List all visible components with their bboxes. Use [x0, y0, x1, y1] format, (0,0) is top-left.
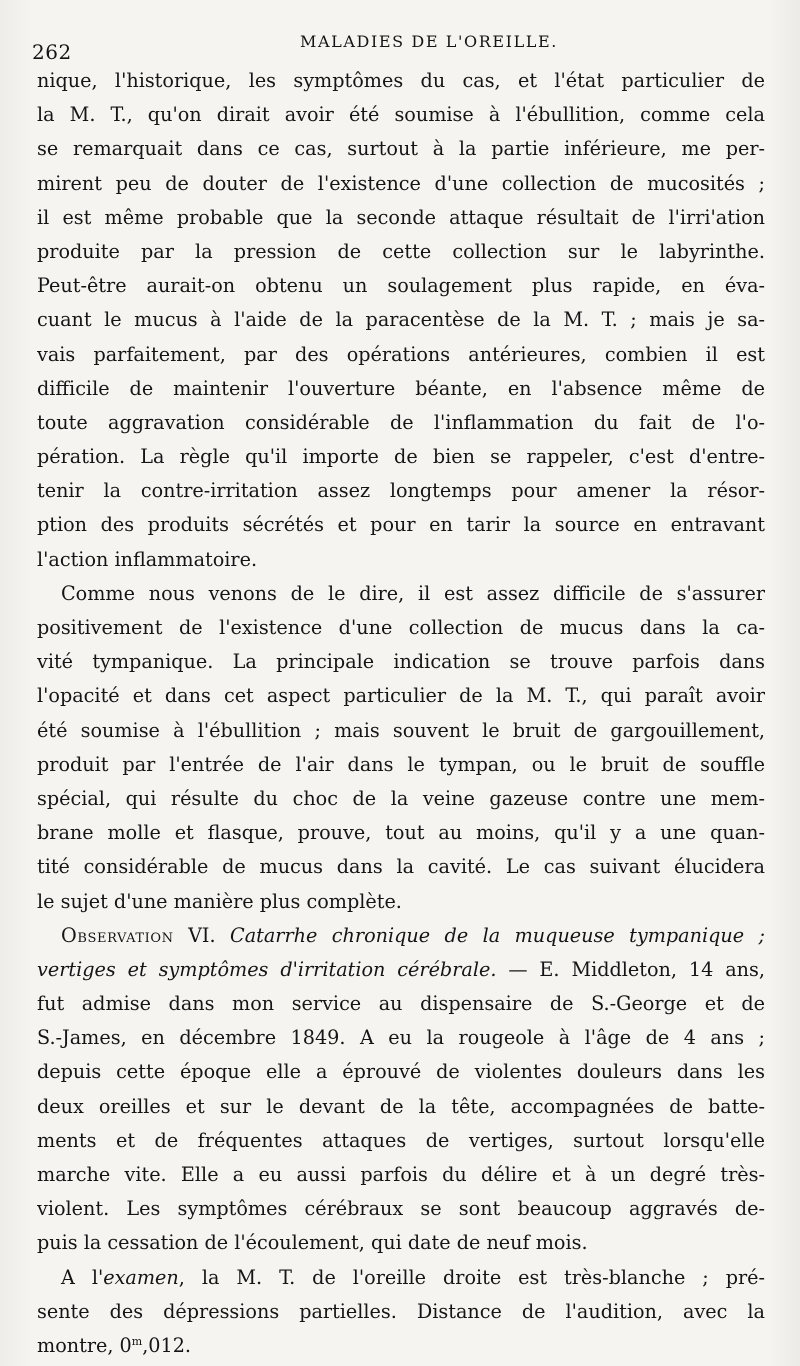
text-line: depuis cette époque elle a éprouvé de violentes douleurs dans les: [37, 1060, 765, 1084]
text-line: Comme nous venons de le dire, il est assez difficile de s'assurer: [61, 581, 765, 605]
paragraph-continued: [37, 64, 765, 577]
observation-patient: — E. Middleton, 14 ans,: [496, 957, 765, 981]
measure-unit: m: [131, 1334, 143, 1348]
text-line: S.-James, en décembre 1849. A eu la rougeole à l'âge de 4 ans ;: [37, 1026, 765, 1050]
text-line: marche vite. Elle a eu aussi parfois du délire et à un degré très-: [37, 1163, 765, 1186]
text-line: puis la cessation de l'écoulement, qui date de neuf mois.: [37, 1231, 588, 1255]
examen-keyword: examen: [103, 1265, 179, 1289]
text-line: la M. T., qu'on dirait avoir été soumise à l'ébullition, comme cela: [37, 103, 765, 127]
examen-line: [37, 1261, 765, 1295]
text-line: vais parfaitement, par des opérations antérieures, combien il est: [37, 342, 765, 366]
observation-title-cont: vertiges et symptômes d'irritation cérébrale.: [37, 957, 497, 981]
text-line: positivement de l'existence d'une collection de mucus dans la ca-: [37, 616, 765, 639]
text-line: spécial, qui résulte du choc de la veine gazeuse contre une mem-: [37, 786, 765, 810]
text-line: produit par l'entrée de l'air dans le tympan, ou le bruit de souffle: [37, 752, 765, 776]
text-line: vité tympanique. La principale indication se trouve parfois dans: [37, 650, 765, 674]
text-line: ption des produits sécrétés et pour en tarir la source en entravant: [37, 513, 765, 537]
running-title: MALADIES DE L'OREILLE.: [300, 32, 558, 51]
text-line: Peut-être aurait-on obtenu un soulagement plus rapide, en éva-: [37, 274, 765, 298]
body-text: [37, 64, 765, 1363]
text-line: mirent peu de douter de l'existence d'une collection de mucosités ;: [37, 171, 765, 195]
text-line: deux oreilles et sur le devant de la tête, accompagnées de batte-: [37, 1094, 765, 1118]
examen-rest: , la M. T. de l'oreille droite est très-blanche ; pré-: [178, 1265, 765, 1289]
text-line: nique, l'historique, les symptômes du cas, et l'état particulier de: [37, 69, 765, 92]
measure-prefix: montre, 0: [37, 1333, 132, 1357]
text-line: l'opacité et dans cet aspect particulier de la M. T., qui paraît avoir: [37, 684, 765, 708]
observation-heading-line: [37, 919, 765, 953]
text-line: été soumise à l'ébullition ; mais souvent le bruit de gargouillement,: [37, 718, 765, 742]
observation-title: Catarrhe chronique de la muqueuse tympanique ;: [215, 923, 765, 947]
text-line: fut admise dans mon service au dispensaire de S.-George et de: [37, 992, 765, 1016]
text-line: tité considérable de mucus dans la cavité. Le cas suivant élucidera: [37, 855, 765, 879]
text-line: ments et de fréquentes attaques de vertiges, surtout lorsqu'elle: [37, 1128, 765, 1152]
text-line: se remarquait dans ce cas, surtout à la partie inférieure, me per-: [37, 137, 765, 161]
page-header: [32, 30, 772, 64]
observation-number: VI.: [173, 923, 216, 947]
text-line: pération. La règle qu'il importe de bien se rappeler, c'est d'entre-: [37, 445, 765, 469]
examen-prefix: A l': [61, 1265, 104, 1289]
text-line: cuant le mucus à l'aide de la paracentèse de la M. T. ; mais je sa-: [37, 308, 765, 332]
text-line: il est même probable que la seconde attaque résultait de l'irri'ation: [37, 205, 765, 229]
examen-measure-line: [37, 1329, 765, 1363]
text-line: produite par la pression de cette collection sur le labyrinthe.: [37, 239, 765, 263]
text-line: brane molle et flasque, prouve, tout au moins, qu'il y a une quan-: [37, 821, 765, 845]
measure-value: ,012.: [142, 1333, 192, 1357]
text-line: le sujet d'une manière plus complète.: [37, 889, 402, 913]
page-number: 262: [32, 40, 72, 64]
observation-subtitle-line: [37, 953, 765, 987]
text-line: toute aggravation considérable de l'inflammation du fait de l'o-: [37, 410, 765, 434]
paragraph-examen: [37, 1261, 765, 1364]
text-line: violent. Les symptômes cérébraux se sont beaucoup aggravés de-: [37, 1197, 765, 1221]
text-line: l'action inflammatoire.: [37, 547, 258, 571]
text-line: tenir la contre-irritation assez longtemps pour amener la résor-: [37, 479, 765, 503]
paragraph-mucus: [37, 577, 765, 919]
text-line: sente des dépressions partielles. Distance de l'audition, avec la: [37, 1299, 765, 1323]
observation-label: Observation: [61, 923, 174, 947]
paragraph-observation: [37, 919, 765, 1261]
text-line: difficile de maintenir l'ouverture béante, en l'absence même de: [37, 376, 765, 400]
